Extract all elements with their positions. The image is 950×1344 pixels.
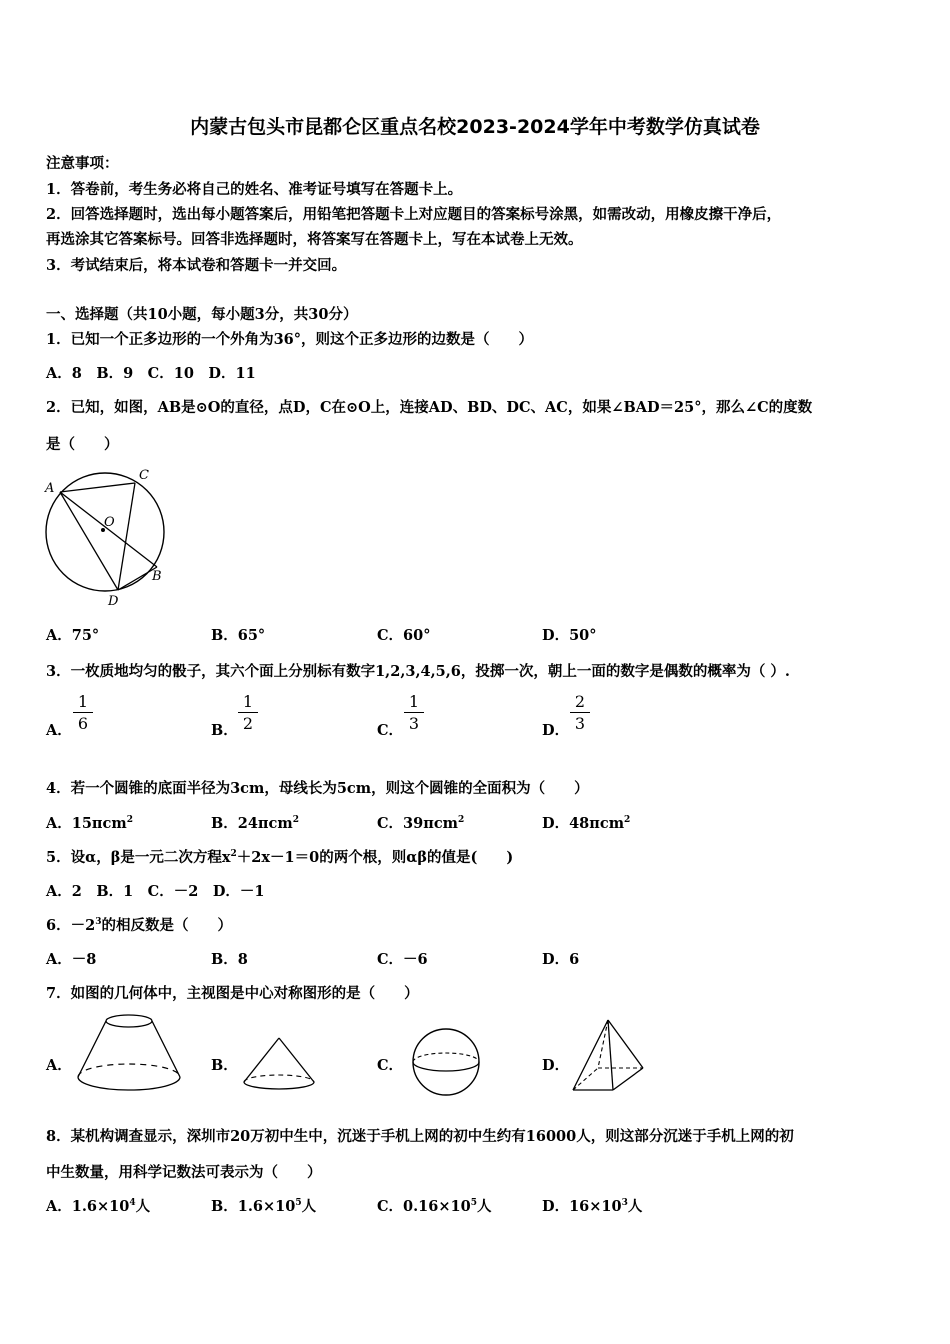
frustum-figure: [76, 1012, 182, 1096]
q4-option-d: D．48πcm$^2$: [542, 815, 631, 832]
notice-item-2: 2．回答选择题时，选出每小题答案后，用铅笔把答题卡上对应题目的答案标号涂黑，如需改动，用橡皮擦干净后，: [46, 206, 782, 223]
q6-option-a: A．－8: [46, 951, 97, 968]
question-7: 7．如图的几何体中，主视图是中心对称图形的是（ ）: [46, 985, 419, 1002]
label-B: B: [152, 569, 162, 584]
q8-option-d: D．$16\times 10^3$人: [542, 1198, 643, 1215]
q8-option-a: A．$1.6\times 10^4$人: [46, 1198, 151, 1215]
cone-figure: [242, 1036, 316, 1094]
section-heading: 一、选择题（共10小题，每小题3分，共30分）: [46, 306, 358, 323]
q7-option-b-letter: B．: [211, 1057, 238, 1074]
q6-option-c: C．－6: [377, 951, 428, 968]
pyramid-figure: [570, 1018, 646, 1094]
notice-item-2-cont: 再选涂其它答案标号。回答非选择题时，将答案写在答题卡上，写在本试卷上无效。: [46, 231, 583, 248]
question-3: 3．一枚质地均匀的骰子，其六个面上分别标有数字1,2,3,4,5,6，投掷一次，朝上一面的数字是偶数的概率为（ ）.: [46, 663, 790, 680]
q7-option-d-letter: D．: [542, 1057, 570, 1074]
q2-option-b: B．65°: [211, 627, 266, 644]
question-2-line2: 是（ ）: [46, 436, 119, 453]
notice-item-3: 3．考试结束后，将本试卷和答题卡一并交回。: [46, 257, 347, 274]
q6-option-b: B．8: [211, 951, 248, 968]
question-5-options: A．2 B．1 C．－2 D．－1: [46, 883, 265, 900]
q4-option-a: A．15πcm$^2$: [46, 815, 133, 832]
q3-fraction-a: 1 6: [73, 692, 93, 733]
question-2-line1: 2．已知，如图，AB是⊙O的直径，点D，C在⊙O上，连接AD、BD、DC、AC，如果∠BAD＝25°，那么∠C的度数: [46, 399, 813, 416]
q3-option-a-letter: A．: [46, 722, 72, 739]
q3-fraction-d: 2 3: [570, 692, 590, 733]
q2-option-c: C．60°: [377, 627, 431, 644]
q7-option-a-letter: A．: [46, 1057, 72, 1074]
q3-fraction-c: 1 3: [404, 692, 424, 733]
notice-heading: 注意事项：: [46, 155, 119, 172]
sphere-figure: [410, 1026, 482, 1098]
question-8-line1: 8．某机构调查显示，深圳市20万初中生中，沉迷于手机上网的初中生约有16000人，则这部分沉迷于手机上网的初: [46, 1128, 794, 1145]
question-1: 1．已知一个正多边形的一个外角为36°，则这个正多边形的边数是（ ）: [46, 331, 534, 348]
q3-option-d-letter: D．: [542, 722, 570, 739]
question-1-options: A．8 B．9 C．10 D．11: [46, 365, 256, 382]
q3-fraction-b: 1 2: [238, 692, 258, 733]
page-title: 内蒙古包头市昆都仑区重点名校2023-2024学年中考数学仿真试卷: [190, 116, 760, 138]
label-A: A: [45, 481, 55, 496]
q3-option-c-letter: C．: [377, 722, 404, 739]
label-C: C: [139, 468, 149, 483]
q2-option-d: D．50°: [542, 627, 597, 644]
label-O: O: [104, 515, 115, 530]
q8-option-c: C．$0.16\times 10^5$人: [377, 1198, 492, 1215]
q7-option-c-letter: C．: [377, 1057, 404, 1074]
question-6: 6．$-2^3$的相反数是（ ）: [46, 917, 232, 934]
q6-option-d: D．6: [542, 951, 580, 968]
circle-diagram: [40, 464, 170, 609]
q4-option-c: C．39πcm$^2$: [377, 815, 465, 832]
label-D: D: [108, 594, 119, 609]
question-5: 5．设α，β是一元二次方程$x^2+2x-1=0$的两个根，则αβ的值是( ): [46, 849, 514, 866]
q4-option-b: B．24πcm$^2$: [211, 815, 299, 832]
question-4: 4．若一个圆锥的底面半径为3cm，母线长为5cm，则这个圆锥的全面积为（ ）: [46, 780, 589, 797]
q8-option-b: B．$1.6\times 10^5$人: [211, 1198, 317, 1215]
question-8-line2: 中生数量，用科学记数法可表示为（ ）: [46, 1164, 322, 1181]
notice-item-1: 1．答卷前，考生务必将自己的姓名、准考证号填写在答题卡上。: [46, 181, 463, 198]
q3-option-b-letter: B．: [211, 722, 238, 739]
q2-option-a: A．75°: [46, 627, 100, 644]
